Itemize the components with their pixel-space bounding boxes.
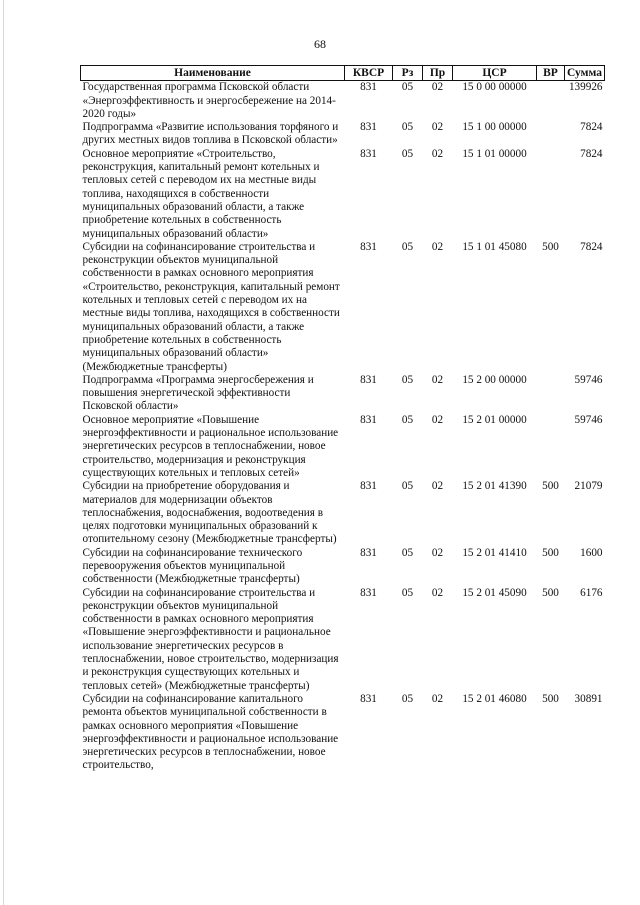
cell-pr: 02 xyxy=(431,373,444,386)
cell-sum: 7824 xyxy=(580,121,603,134)
cell-pr: 02 xyxy=(431,240,444,253)
cell-csr: 15 2 01 45090 xyxy=(462,586,527,599)
scan-edge-line xyxy=(3,0,4,905)
cell-sum: 1600 xyxy=(580,546,603,559)
cell-vr: 500 xyxy=(542,480,559,493)
header-rz: Рз xyxy=(393,66,423,81)
cell-pr: 02 xyxy=(431,692,444,705)
cell-name: Субсидии на приобретение оборудования и материалов для модернизации объектов теплоснабжения, водоснабжения, водоотведения в целях подготовки муниципальных образований к отопительному сезону (Межбюджетные трансферты) xyxy=(82,480,337,546)
cell-rz: 05 xyxy=(401,81,414,94)
cell-name: Подпрограмма «Программа энергосбережения и повышения энергетической эффективности Псковской области» xyxy=(82,373,314,413)
header-kvsr: КВСР xyxy=(345,66,393,81)
budget-table xyxy=(80,65,605,773)
cell-csr: 15 0 00 00000 xyxy=(462,81,527,94)
cell-rz: 05 xyxy=(401,121,414,134)
cell-vr: 500 xyxy=(542,692,559,705)
cell-kvsr: 831 xyxy=(360,480,377,493)
table-row xyxy=(81,121,605,148)
cell-vr xyxy=(537,374,565,414)
cell-csr: 15 2 01 46080 xyxy=(462,692,527,705)
cell-rz: 05 xyxy=(401,373,414,386)
cell-kvsr: 831 xyxy=(360,692,377,705)
cell-rz: 05 xyxy=(401,480,414,493)
cell-rz: 05 xyxy=(401,147,414,160)
cell-csr: 15 2 01 41410 xyxy=(462,546,527,559)
cell-pr: 02 xyxy=(431,121,444,134)
cell-csr: 15 2 00 00000 xyxy=(462,373,527,386)
table-row xyxy=(81,241,605,374)
cell-rz: 05 xyxy=(401,413,414,426)
cell-sum: 6176 xyxy=(580,586,603,599)
table-row xyxy=(81,374,605,414)
cell-sum: 59746 xyxy=(574,413,603,426)
cell-csr: 15 2 01 00000 xyxy=(462,413,527,426)
table-row xyxy=(81,148,605,241)
cell-pr: 02 xyxy=(431,586,444,599)
cell-csr: 15 1 01 45080 xyxy=(462,240,527,253)
cell-sum: 21079 xyxy=(574,480,603,493)
cell-pr: 02 xyxy=(431,413,444,426)
cell-vr: 500 xyxy=(542,586,559,599)
cell-name: Субсидии на софинансирование строительства и реконструкции объектов муниципальной собственности в рамках основного мероприятия «Строительство, реконструкция, капитальный ремонт котельных и тепловых сетей с переводом их на местные виды топлива, находящихся в собственности муниципальных образований области, а также приобретение котельных в собственность муниципальных образований области» (Межбюджетные трансферты) xyxy=(82,240,340,373)
cell-name: Субсидии на софинансирование строительства и реконструкции объектов муниципальной собственности в рамках основного мероприятия «Повышение энергоэффективности и рациональное использование энергетических ресурсов в теплоснабжении, новое строительство, модернизация и реконструкция существующих котельных и тепловых сетей» (Межбюджетные трансферты) xyxy=(82,586,339,692)
table-row xyxy=(81,587,605,693)
cell-kvsr: 831 xyxy=(360,147,377,160)
table-row xyxy=(81,81,605,121)
cell-kvsr: 831 xyxy=(360,413,377,426)
cell-name: Субсидии на софинансирование капитального ремонта объектов муниципальной собственности в рамках основного мероприятия «Повышение энергоэффективности и рациональное использование энергетических ресурсов в теплоснабжении, новое строительство, xyxy=(82,692,339,772)
cell-pr: 02 xyxy=(431,81,444,94)
header-csr: ЦСР xyxy=(453,66,537,81)
cell-sum: 7824 xyxy=(580,147,603,160)
cell-csr: 15 2 01 41390 xyxy=(462,480,527,493)
cell-kvsr: 831 xyxy=(360,81,377,94)
cell-rz: 05 xyxy=(401,240,414,253)
cell-name: Основное мероприятие «Строительство, реконструкция, капитальный ремонт котельных и тепловых сетей с переводом их на местные виды топлива, находящихся в собственности муниципальных образований области, а также приобретение котельных в собственность муниципальных образований области» xyxy=(82,147,320,240)
cell-kvsr: 831 xyxy=(360,586,377,599)
cell-sum: 30891 xyxy=(574,692,603,705)
cell-vr xyxy=(537,148,565,241)
cell-sum: 59746 xyxy=(574,373,603,386)
table-body xyxy=(81,81,605,773)
cell-csr: 15 1 01 00000 xyxy=(462,147,527,160)
table-header-row xyxy=(81,66,605,81)
cell-rz: 05 xyxy=(401,546,414,559)
table-row xyxy=(81,414,605,480)
cell-kvsr: 831 xyxy=(360,240,377,253)
cell-name: Основное мероприятие «Повышение энергоэффективности и рациональное использование энергетических ресурсов в теплоснабжении, новое строительство, модернизация и реконструкция существующих котельных и тепловых сетей» xyxy=(82,413,339,479)
cell-vr xyxy=(537,81,565,121)
cell-vr xyxy=(537,414,565,480)
cell-vr: 500 xyxy=(542,240,559,253)
cell-name: Субсидии на софинансирование технического перевооружения объектов муниципальной собственности (Межбюджетные трансферты) xyxy=(82,546,303,586)
cell-rz: 05 xyxy=(401,692,414,705)
header-sum: Сумма xyxy=(565,66,605,81)
cell-name: Государственная программа Псковской области «Энергоэффективность и энергосбережение на 2014-2020 годы» xyxy=(82,81,336,120)
cell-kvsr: 831 xyxy=(360,121,377,134)
table-row xyxy=(81,693,605,773)
table-row xyxy=(81,480,605,546)
cell-csr: 15 1 00 00000 xyxy=(462,121,527,134)
cell-kvsr: 831 xyxy=(360,373,377,386)
table-row xyxy=(81,547,605,587)
cell-name: Подпрограмма «Развитие использования торфяного и других местных видов топлива в Псковской области» xyxy=(82,121,339,147)
cell-pr: 02 xyxy=(431,147,444,160)
cell-sum: 7824 xyxy=(580,240,603,253)
cell-pr: 02 xyxy=(431,546,444,559)
header-pr: Пр xyxy=(423,66,453,81)
header-vr: ВР xyxy=(537,66,565,81)
page-number: 68 xyxy=(314,37,326,51)
cell-vr: 500 xyxy=(542,546,559,559)
header-name: Наименование xyxy=(81,66,345,81)
cell-rz: 05 xyxy=(401,586,414,599)
cell-sum: 139926 xyxy=(568,81,603,94)
cell-kvsr: 831 xyxy=(360,546,377,559)
cell-pr: 02 xyxy=(431,480,444,493)
cell-vr xyxy=(537,121,565,148)
